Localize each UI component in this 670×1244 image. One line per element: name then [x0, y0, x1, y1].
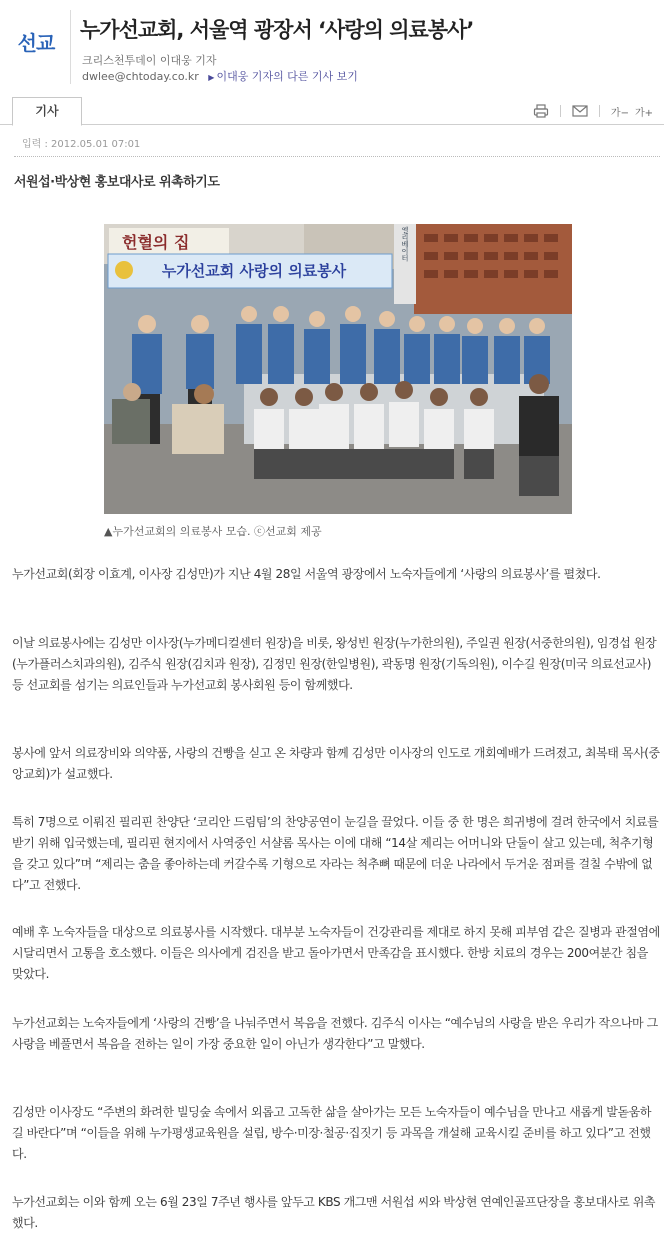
photo-banner-text: 누가선교회 사랑의 의료봉사 [161, 262, 347, 280]
triangle-right-icon: ▶ [208, 73, 215, 82]
subheadline: 서원섭·박상현 홍보대사로 위촉하기도 [14, 175, 220, 190]
photo-sign-text: 헌혈의 집 [122, 233, 190, 252]
article-title: 누가선교회, 서울역 광장서 ‘사랑의 의료봉사’ [80, 18, 474, 42]
photo-side-sign: 엘리베이터 [401, 226, 409, 262]
paragraph: 누가선교회는 노숙자들에게 ‘사랑의 건빵’을 나눠주면서 복음을 전했다. 김주식 이사는 “예수님의 사랑을 받은 우리가 작으나마 그 사랑을 베풀면서 복음을 전하는 일이 가장 중요한 일이 아닌가 생각한다”고 말했다. [12, 1016, 658, 1051]
paragraph: 예배 후 노숙자들을 대상으로 의료봉사를 시작했다. 대부분 노숙자들이 건강관리를 제대로 하지 못해 피부염 같은 질병과 관절염에 시달리면서 고통을 호소했다. 이들은 의사에게 검진을 받고 돌아가면서 만족감을 표시했다. 한방 치료의 경우는 200여분간 침을 맞았다. [12, 925, 660, 981]
photo-illustration [104, 224, 572, 514]
paragraph: 누가선교회(회장 이효계, 이사장 김성만)가 지난 4월 28일 서울역 광장에서 노숙자들에게 ‘사랑의 의료봉사’를 펼쳤다. [12, 567, 601, 581]
printer-icon [533, 104, 549, 118]
paragraph: 이날 의료봉사에는 김성만 이사장(누가메디컬센터 원장)을 비롯, 왕성빈 원장(누가한의원), 주일권 원장(서중한의원), 임경섭 원장(누가플러스치과의원), 김주식 원장(김치과 원장), 김정민 원장(한일병원), 곽동명 원장(기독의원), 이수길 원장(미국 의료선교사) 등 선교회를 섬기는 의료인들과 누가선교회 봉사회원 등이 함께했다. [12, 636, 657, 692]
more-articles-link[interactable] [208, 70, 358, 83]
section-label[interactable]: 선교 [17, 30, 55, 55]
font-increase-button[interactable]: 가+ [634, 107, 653, 119]
paragraph: 봉사에 앞서 의료장비와 의약품, 사랑의 건빵을 싣고 온 차량과 함께 김성만 이사장의 인도로 개회예배가 드려졌고, 최복태 목사(중앙교회)가 설교했다. [12, 746, 660, 781]
article-header [0, 0, 670, 96]
toolbar-divider [0, 124, 664, 125]
author-contact-row [82, 68, 358, 84]
tool-separator [560, 105, 561, 117]
tab-article[interactable]: 기사 [12, 97, 82, 126]
article-photo [104, 224, 572, 514]
article-toolbar [0, 97, 670, 125]
paragraph: 김성만 이사장도 “주변의 화려한 빌딩숲 속에서 외롭고 고독한 삶을 살아가는 모든 노숙자들이 예수님을 만나고 새롭게 발돋움하길 바란다”며 “이들을 위해 누가평생교육원을 설립, 방수·미장·철공·집짓기 등 과목을 개설해 교육시킬 준비를 하고 있다”고 전했다. [12, 1105, 652, 1161]
paragraph: 특히 7명으로 이뤄진 필리핀 찬양단 ‘코리안 드림팀’의 찬양공연이 눈길을 끌었다. 이들 중 한 명은 희귀병에 걸려 한국에서 치료를 받기 위해 입국했는데, 필리핀 현지에서 사역중인 서샬롬 목사는 이에 대해 “14살 제리는 어머니와 단둘이 살고 있는데, 척추기형을 갖고 있다”며 “제리는 춤을 좋아하는데 커갈수록 기형으로 자라는 척추뼈 때문에 더운 나라에서 두거운 점퍼를 걸칠 수밖에 없다”고 전했다. [12, 815, 659, 892]
publish-date: 입력 : 2012.05.01 07:01 [22, 139, 141, 150]
author-email[interactable]: dwlee@chtoday.co.kr [82, 70, 199, 83]
paragraph: 누가선교회는 이와 함께 오는 6월 23일 7주년 행사를 앞두고 KBS 개그맨 서원섭 씨와 박상현 연예인골프단장을 홍보대사로 위촉했다. [12, 1195, 656, 1230]
email-button[interactable] [569, 103, 591, 119]
more-articles-label: 이대웅 기자의 다른 기사 보기 [216, 70, 358, 83]
byline: 크리스천투데이 이대웅 기자 [82, 54, 217, 67]
tool-buttons [530, 103, 656, 119]
photo-caption: ▲누가선교회의 의료봉사 모습. ⓒ선교회 제공 [104, 525, 322, 538]
envelope-icon [572, 105, 588, 117]
header-divider [70, 10, 71, 84]
dotted-divider [14, 156, 660, 157]
font-decrease-button[interactable]: 가− [610, 107, 629, 119]
print-button[interactable] [530, 103, 552, 119]
tool-separator [599, 105, 600, 117]
